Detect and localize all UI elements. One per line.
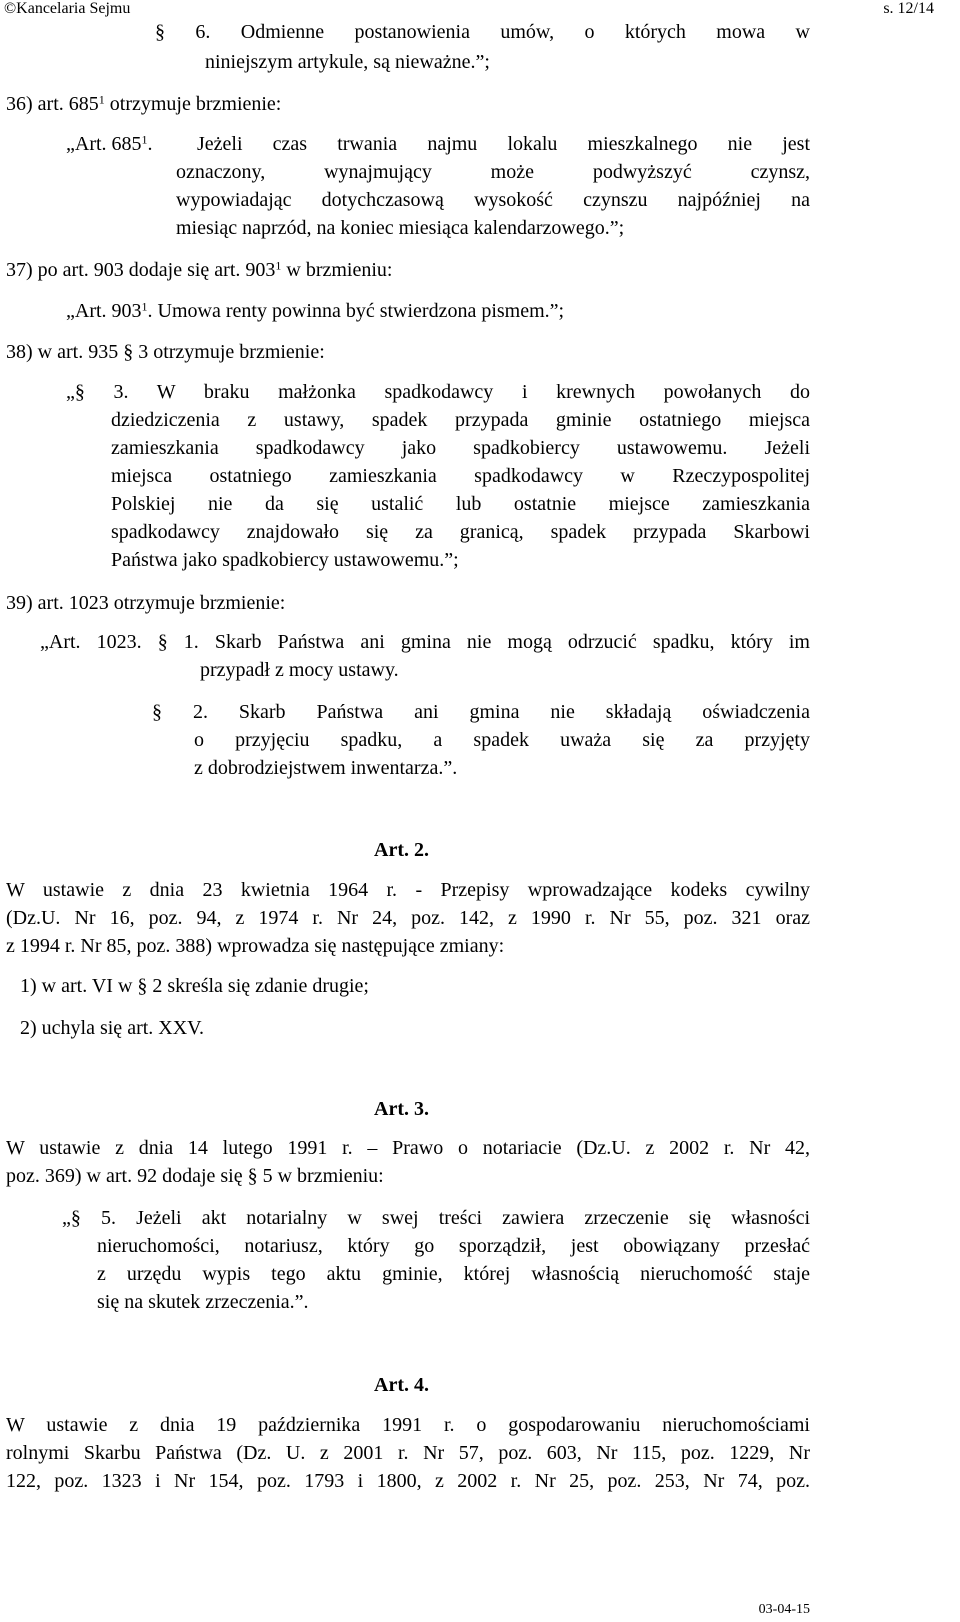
paragraph-line: z dobrodziejstwem inwentarza.”. bbox=[194, 757, 458, 779]
list-item: 1) w art. VI w § 2 skreśla się zdanie drugie; bbox=[20, 975, 369, 997]
paragraph-line: „§ 3. W braku małżonka spadkodawcy i krewnych powołanych do bbox=[66, 381, 810, 403]
paragraph-line: z 1994 r. Nr 85, poz. 388) wprowadza się następujące zmiany: bbox=[6, 935, 505, 957]
paragraph-line: Polskiej nie da się ustalić lub ostatnie miejsce zamieszkania bbox=[111, 493, 810, 515]
header-page-number: s. 12/14 bbox=[883, 0, 934, 17]
paragraph-line: się na skutek zrzeczenia.”. bbox=[97, 1291, 309, 1313]
paragraph-line: 122, poz. 1323 i Nr 154, poz. 1793 i 1800, z 2002 r. Nr 25, poz. 253, Nr 74, poz. bbox=[6, 1470, 810, 1492]
article-3-heading: Art. 3. bbox=[374, 1098, 429, 1120]
paragraph-line: oznaczony, wynajmujący może podwyższyć czynsz, bbox=[176, 161, 810, 183]
paragraph-line: zamieszkania spadkodawcy jako spadkobiercy ustawowemu. Jeżeli bbox=[111, 437, 810, 459]
paragraph-line: (Dz.U. Nr 16, poz. 94, z 1974 r. Nr 24, poz. 142, z 1990 r. Nr 55, poz. 321 oraz bbox=[6, 907, 810, 929]
paragraph-line: spadkodawcy znajdowało się za granicą, spadek przypada Skarbowi bbox=[111, 521, 810, 543]
paragraph-line: dziedziczenia z ustawy, spadek przypada gminie ostatniego miejsca bbox=[111, 409, 810, 431]
paragraph-line: Państwa jako spadkobiercy ustawowemu.”; bbox=[111, 549, 459, 571]
paragraph-line: „§ 5. Jeżeli akt notarialny w swej treści zawiera zrzeczenie się własności bbox=[62, 1207, 810, 1229]
list-item-39: 39) art. 1023 otrzymuje brzmienie: bbox=[6, 592, 286, 614]
paragraph-line: W ustawie z dnia 19 października 1991 r. o gospodarowaniu nieruchomościami bbox=[6, 1414, 810, 1436]
footer-date: 03-04-15 bbox=[758, 1602, 810, 1617]
paragraph-line: niniejszym artykule, są nieważne.”; bbox=[205, 51, 490, 73]
header-left: ©Kancelaria Sejmu bbox=[4, 0, 131, 17]
paragraph-line: § 6. Odmienne postanowienia umów, o których mowa w bbox=[155, 21, 810, 43]
paragraph-line: Jeżeli czas trwania najmu lokalu mieszkalnego nie jest bbox=[197, 133, 810, 155]
article-2-heading: Art. 2. bbox=[374, 839, 429, 861]
paragraph-line: W ustawie z dnia 23 kwietnia 1964 r. - Przepisy wprowadzające kodeks cywilny bbox=[6, 879, 810, 901]
paragraph-line: wypowiadając dotychczasową wysokość czynszu najpóźniej na bbox=[176, 189, 810, 211]
article-903-1: „Art. $903^1$. Umowa renty powinna być stwierdzona pismem.”; bbox=[66, 299, 565, 322]
paragraph-line: § 2. Skarb Państwa ani gmina nie składają oświadczenia bbox=[152, 701, 810, 723]
article-heading: „Art. $685^1$. bbox=[66, 132, 153, 155]
paragraph-line: nieruchomości, notariusz, który go sporządził, jest obowiązany przesłać bbox=[97, 1235, 810, 1257]
paragraph-line: „Art. 1023. § 1. Skarb Państwa ani gmina nie mogą odrzucić spadku, który im bbox=[40, 631, 810, 653]
paragraph-line: przypadł z mocy ustawy. bbox=[200, 659, 399, 681]
paragraph-line: W ustawie z dnia 14 lutego 1991 r. – Prawo o notariacie (Dz.U. z 2002 r. Nr 42, bbox=[6, 1137, 810, 1159]
list-item-36: 36) art. $685^1$ otrzymuje brzmienie: bbox=[6, 92, 282, 115]
list-item-38: 38) w art. 935 § 3 otrzymuje brzmienie: bbox=[6, 341, 325, 363]
paragraph-line: rolnymi Skarbu Państwa (Dz. U. z 2001 r. Nr 57, poz. 603, Nr 115, poz. 1229, Nr bbox=[6, 1442, 810, 1464]
list-item: 2) uchyla się art. XXV. bbox=[20, 1017, 205, 1039]
paragraph-line: z urzędu wypis tego aktu gminie, której własnością nieruchomość staje bbox=[97, 1263, 810, 1285]
list-item-37: 37) po art. 903 dodaje się art. $903^1$ w brzmieniu: bbox=[6, 258, 393, 281]
paragraph-line: miesiąc naprzód, na koniec miesiąca kalendarzowego.”; bbox=[176, 217, 625, 239]
article-4-heading: Art. 4. bbox=[374, 1374, 429, 1396]
paragraph-line: o przyjęciu spadku, a spadek uważa się za przyjęty bbox=[194, 729, 810, 751]
paragraph-line: miejsca ostatniego zamieszkania spadkodawcy w Rzeczypospolitej bbox=[111, 465, 810, 487]
paragraph-line: poz. 369) w art. 92 dodaje się § 5 w brzmieniu: bbox=[6, 1165, 384, 1187]
